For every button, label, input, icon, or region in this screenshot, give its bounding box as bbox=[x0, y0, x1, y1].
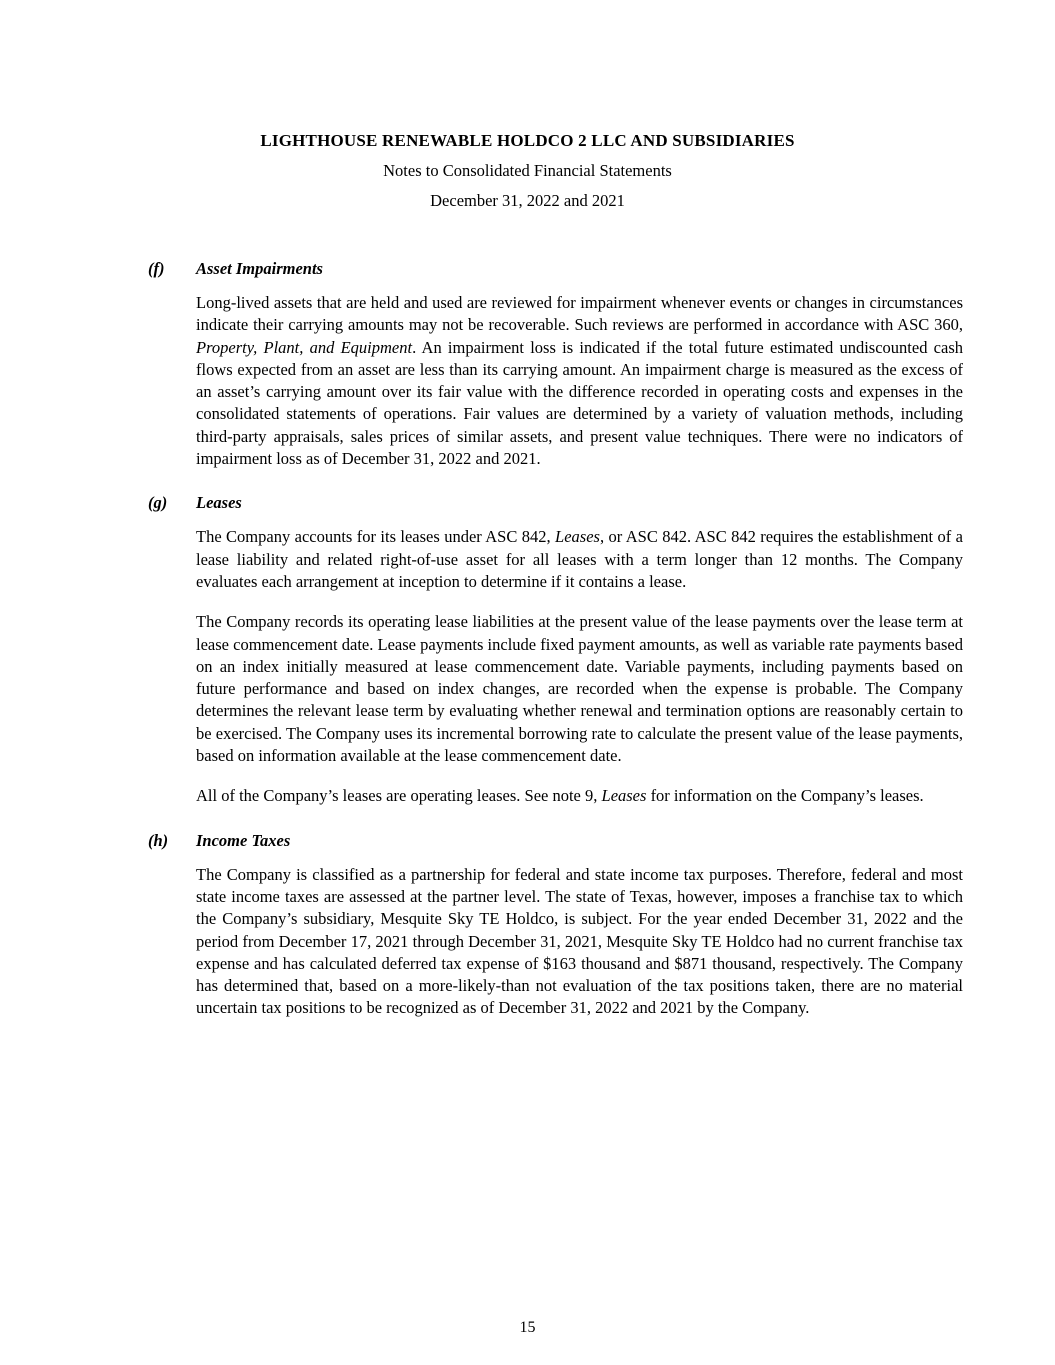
paragraph: The Company records its operating lease liabilities at the present value of the lease payments over the lease term at lease commencement date. Lease payments include fixed payment amounts, as well as variable rate payments based on an index initially measured at lease commencement date. Variable payments, including payments based on future performance and based on index changes, are recorded when the expense is probable. The Company determines the relevant lease term by evaluating whether renewal and termination options are reasonably certain to be exercised. The Company uses its incremental borrowing rate to calculate the present value of the lease payments, based on information available at the lease commencement date. bbox=[196, 612, 963, 766]
section-asset-impairments bbox=[148, 259, 963, 470]
page-number: 15 bbox=[519, 1319, 536, 1336]
document-footer bbox=[0, 1319, 1055, 1337]
section-title: Income Taxes bbox=[196, 830, 291, 850]
section-heading-row bbox=[148, 259, 963, 279]
section-title: Leases bbox=[196, 493, 242, 513]
document-header bbox=[0, 0, 1055, 211]
document-subtitle: Notes to Consolidated Financial Statements bbox=[383, 161, 672, 180]
document-body bbox=[148, 259, 963, 1043]
section-income-taxes bbox=[148, 831, 963, 1020]
section-paragraphs bbox=[196, 864, 963, 1020]
section-heading-row bbox=[148, 493, 963, 513]
section-label: (f) bbox=[148, 259, 165, 278]
section-label: (g) bbox=[148, 493, 168, 513]
document-date-line: December 31, 2022 and 2021 bbox=[430, 191, 625, 210]
section-paragraphs bbox=[196, 292, 963, 470]
section-paragraphs bbox=[196, 526, 963, 807]
paragraph: The Company is classified as a partnership for federal and state income tax purposes. Therefore, federal and most state income taxes are assessed at the partner level. The state of Texas, however, imposes a franchise tax to which the Company’s subsidiary, Mesquite Sky TE Holdco, is subject. For the year ended December 31, 2022 and the period from December 17, 2021 through December 31, 2021, Mesquite Sky TE Holdco had no current franchise tax expense and has calculated deferred tax expense of $163 thousand and $871 thousand, respectively. The Company has determined that, based on a more-likely-than not evaluation of the tax positions taken, there are no material uncertain tax positions to be recognized as of December 31, 2022 and 2021 by the Company. bbox=[196, 864, 963, 1018]
paragraph: Long-lived assets that are held and used are reviewed for impairment whenever events or changes in circumstances indicate their carrying amounts may not be recoverable. Such reviews are performed in accordance with ASC 360, Property, Plant, and Equipment. An impairment loss is indicated if the total future estimated undiscounted cash flows expected from an asset are less than its carrying amount. An impairment charge is measured as the excess of an asset’s carrying amount over its fair value with the difference recorded in operating costs and expenses in the consolidated statements of operations. Fair values are determined by a variety of valuation methods, including third-party appraisals, sales prices of similar assets, and present value techniques. There were no indicators of impairment loss as of December 31, 2022 and 2021. bbox=[196, 293, 963, 469]
paragraph: The Company accounts for its leases under ASC 842, Leases, or ASC 842. ASC 842 requires the establishment of a lease liability and related right-of-use asset for all leases with a term longer than 12 months. The Company evaluates each arrangement at inception to determine if it contains a lease. bbox=[196, 527, 963, 591]
section-label: (h) bbox=[148, 830, 169, 850]
paragraph: All of the Company’s leases are operating leases. See note 9, Leases for information on the Company’s leases. bbox=[196, 786, 924, 806]
document-title: LIGHTHOUSE RENEWABLE HOLDCO 2 LLC AND SUBSIDIARIES bbox=[260, 131, 795, 150]
section-heading-row bbox=[148, 831, 963, 851]
section-leases bbox=[148, 493, 963, 807]
section-title: Asset Impairments bbox=[196, 259, 323, 278]
